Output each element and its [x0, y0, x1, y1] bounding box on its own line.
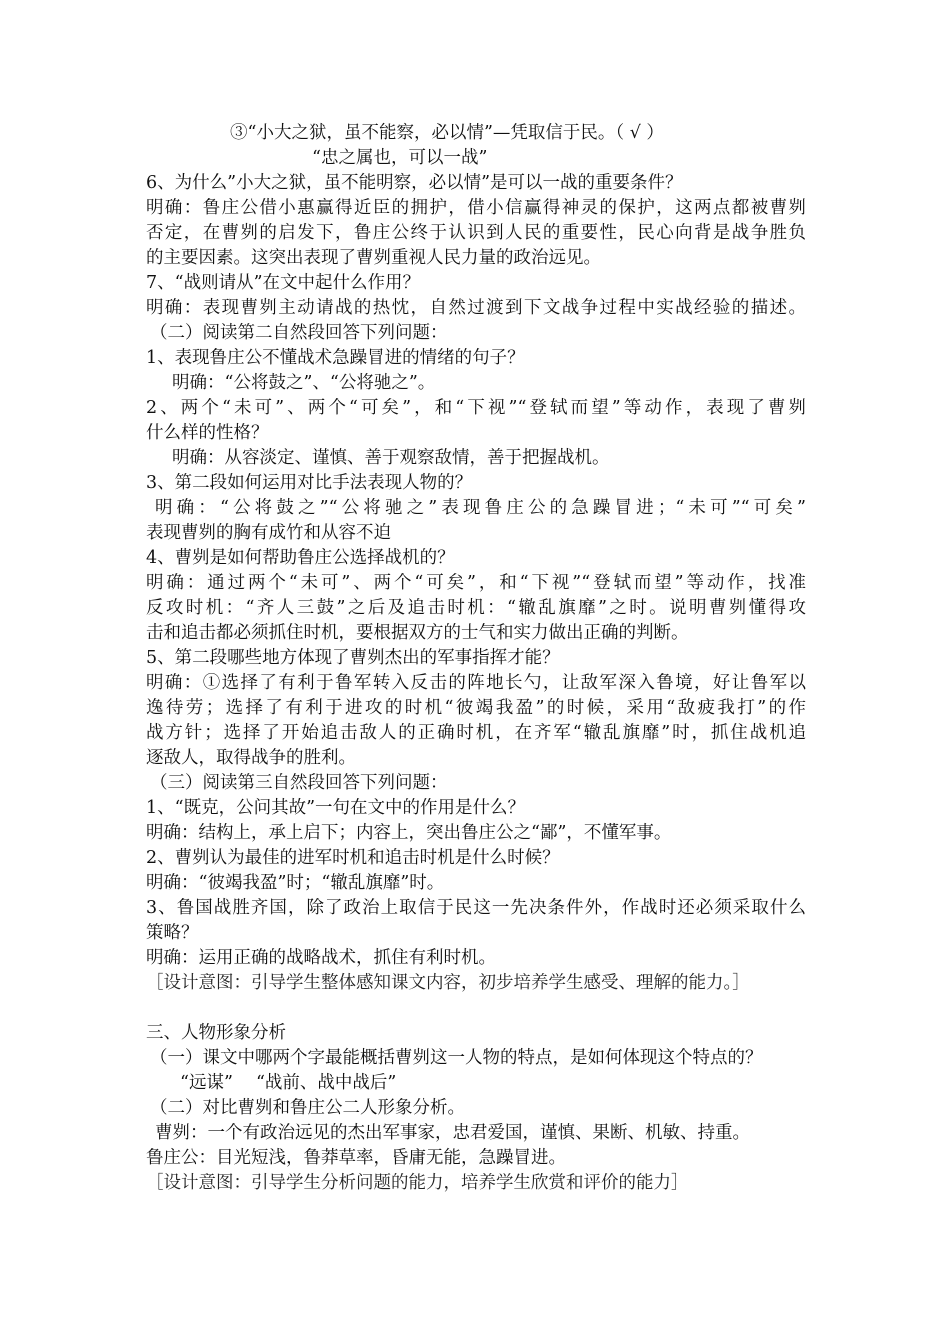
question: 策略？ — [146, 923, 199, 943]
answer-line: 逸待劳；选择了有利于进攻的时机“彼竭我盈”的时候，采用“敌疲我打”的作 — [146, 698, 806, 718]
answer-line: 明确：鲁庄公借小惠赢得近臣的拥护，借小信赢得神灵的保护，这两点都被曹刿 — [146, 198, 806, 218]
question: 2、曹刿认为最佳的进军时机和追击时机是什么时候？ — [146, 848, 560, 868]
answer-line: 明确：通过两个“未可”、两个“可矣”，和“下视”“登轼而望”等动作，找准 — [146, 573, 806, 593]
question: 5、第二段哪些地方体现了曹刿杰出的军事指挥才能？ — [146, 648, 560, 668]
answer-line: 明确：结构上，承上启下；内容上，突出鲁庄公之“鄙”，不懂军事。 — [146, 823, 672, 843]
question: 什么样的性格？ — [146, 423, 269, 443]
answer-line: 明确：“彼竭我盈”时；“辙乱旗靡”时。 — [146, 873, 445, 893]
character-luzhuanggong: 鲁庄公：目光短浅，鲁莽草率，昏庸无能，急躁冒进。 — [146, 1148, 566, 1168]
design-note: ［设计意图：引导学生分析问题的能力，培养学生欣赏和评价的能力］ — [146, 1173, 689, 1193]
answer-line: 明确：①选择了有利于鲁军转入反击的阵地长勺，让敌军深入鲁境，好让鲁军以 — [146, 673, 806, 693]
answer-line: 明确：运用正确的战略战术，抓住有利时机。 — [146, 948, 496, 968]
answer-line: “远谋” “战前、战中战后” — [180, 1073, 397, 1093]
answer-line: 击和追击都必须抓住时机，要根据双方的士气和实力做出正确的判断。 — [146, 623, 689, 643]
answer-line: 逐敌人，取得战争的胜利。 — [146, 748, 356, 768]
design-note: ［设计意图：引导学生整体感知课文内容，初步培养学生感受、理解的能力。］ — [146, 973, 750, 993]
question: 1、“既克，公问其故”一句在文中的作用是什么？ — [146, 798, 526, 818]
answer-line: 反攻时机：“齐人三鼓”之后及追击时机：“辙乱旗靡”之时。说明曹刿懂得攻 — [146, 598, 806, 618]
section-heading: （二）阅读第二自然段回答下列问题： — [150, 323, 448, 343]
answer-line: 表现曹刿的胸有成竹和从容不迫 — [146, 523, 391, 543]
answer-line: 明确：从容淡定、谨慎、善于观察敌情，善于把握战机。 — [172, 448, 610, 468]
section-heading: 三、人物形象分析 — [146, 1023, 286, 1043]
character-caogui: 曹刿：一个有政治远见的杰出军事家，忠君爱国，谨慎、果断、机敏、持重。 — [155, 1123, 750, 1143]
section-heading: （三）阅读第三自然段回答下列问题： — [150, 773, 448, 793]
question: （一）课文中哪两个字最能概括曹刿这一人物的特点，是如何体现这个特点的？ — [150, 1048, 763, 1068]
question-6: 6、为什么”小大之狱，虽不能明察，必以情”是可以一战的重要条件？ — [146, 173, 683, 193]
answer-line: 明确：“公将鼓之”、“公将驰之”。 — [172, 373, 436, 393]
text-line: ③“小大之狱，虽不能察，必以情”—凭取信于民。（ √ ） — [230, 123, 664, 143]
question: 3、第二段如何运用对比手法表现人物的？ — [146, 473, 473, 493]
answer-line: 明确：表现曹刿主动请战的热忱，自然过渡到下文战争过程中实战经验的描述。 — [146, 298, 806, 318]
question: （二）对比曹刿和鲁庄公二人形象分析。 — [150, 1098, 465, 1118]
question: 1、表现鲁庄公不懂战术急躁冒进的情绪的句子？ — [146, 348, 525, 368]
answer-line: 的主要因素。这突出表现了曹刿重视人民力量的政治远见。 — [146, 248, 601, 268]
answer-line: 战方针；选择了开始追击敌人的正确时机，在齐军“辙乱旗靡”时，抓住战机追 — [146, 723, 806, 743]
question: 3、鲁国战胜齐国，除了政治上取信于民这一先决条件外，作战时还必须采取什么 — [146, 898, 806, 918]
answer-line: 否定，在曹刿的启发下，鲁庄公终于认识到人民的重要性，民心向背是战争胜负 — [146, 223, 806, 243]
question: 4、曹刿是如何帮助鲁庄公选择战机的？ — [146, 548, 455, 568]
question: 2、两个“未可”、两个“可矣”，和“下视”“登轼而望”等动作，表现了曹刿 — [146, 398, 806, 418]
answer-line: 明确：“公将鼓之”“公将驰之”表现鲁庄公的急躁冒进；“未可”“可矣” — [155, 498, 806, 518]
text-line: “忠之属也，可以一战” — [312, 148, 488, 168]
question-7: 7、“战则请从”在文中起什么作用？ — [146, 273, 421, 293]
